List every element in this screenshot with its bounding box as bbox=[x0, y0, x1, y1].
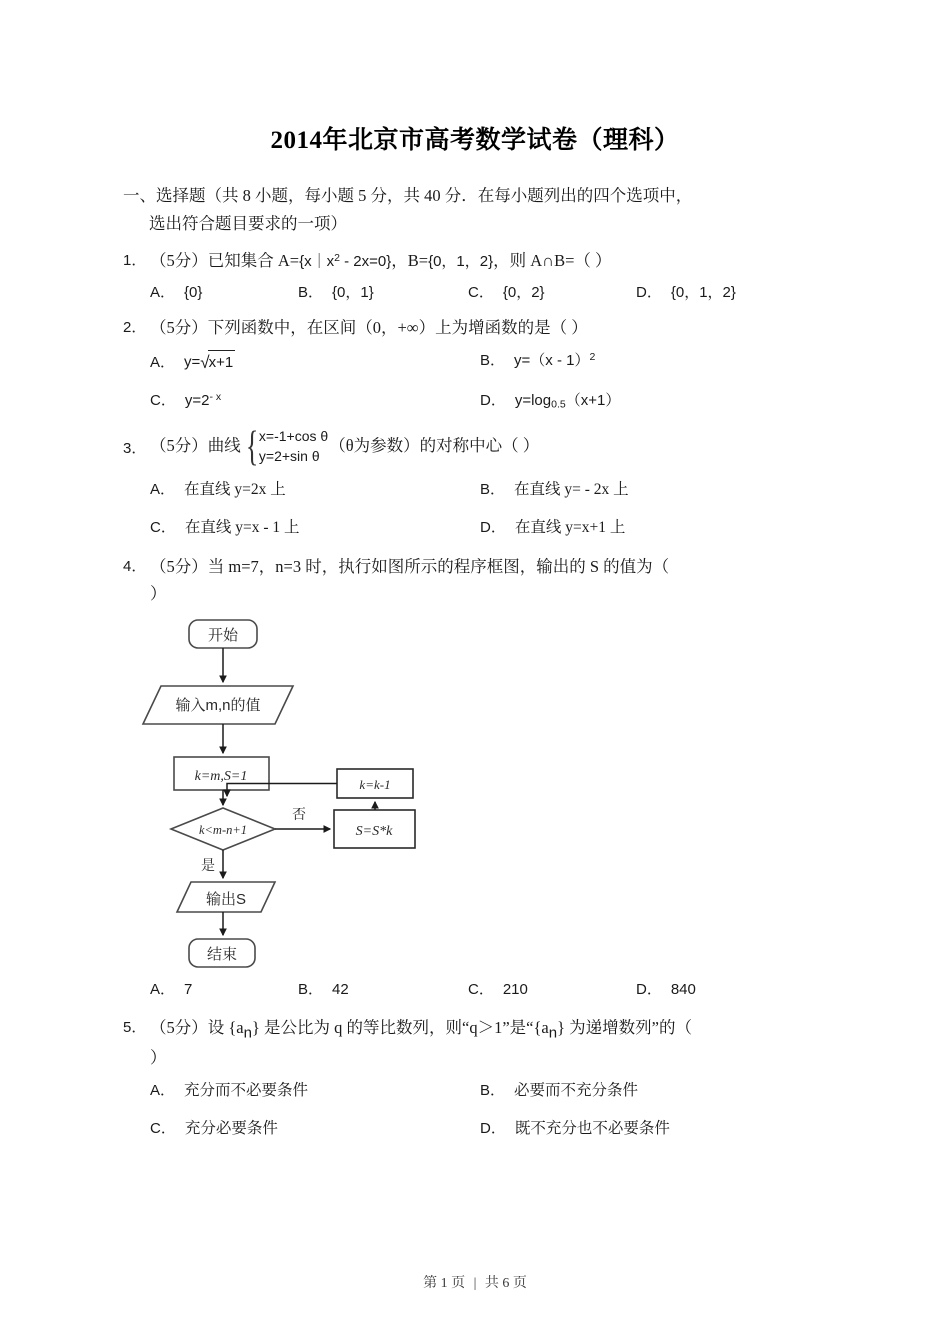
page-title: 2014年北京市高考数学试卷（理科） bbox=[270, 127, 680, 154]
question-5-option-b[interactable] bbox=[480, 1079, 830, 1104]
footer-total-pages: 共 6 页 bbox=[484, 1276, 527, 1291]
question-1-options bbox=[123, 281, 830, 306]
option-text-c: 210 bbox=[502, 980, 528, 998]
question-3-option-a[interactable] bbox=[150, 478, 480, 503]
question-3-option-c[interactable] bbox=[150, 516, 480, 541]
option-label-c: C． bbox=[150, 392, 176, 410]
option-label-b: B． bbox=[480, 1081, 506, 1099]
option-label-d: D． bbox=[636, 284, 662, 302]
option-text-b: {0，1} bbox=[332, 284, 374, 302]
question-1 bbox=[123, 248, 830, 275]
option-text-a: {0} bbox=[184, 284, 203, 302]
question-1-option-c[interactable] bbox=[468, 281, 636, 306]
question-5-options bbox=[123, 1079, 830, 1142]
system-rows bbox=[259, 427, 328, 467]
question-3-number: 3． bbox=[123, 439, 147, 457]
question-3-option-d[interactable] bbox=[480, 516, 830, 541]
question-2-score: （5分） bbox=[150, 318, 208, 338]
option-text-a: 7 bbox=[184, 980, 193, 998]
question-2-option-d[interactable] bbox=[480, 389, 830, 414]
flow-label-input: 输入m,n的值 bbox=[175, 696, 261, 714]
option-label-a: A． bbox=[150, 480, 176, 498]
question-4-stem-cont: ） bbox=[150, 584, 167, 604]
footer-current-page: 第 1 页 bbox=[423, 1276, 466, 1291]
option-text-a: 在直线 y=2x 上 bbox=[184, 480, 286, 498]
option-label-d: D． bbox=[480, 392, 506, 410]
option-text-c: {0，2} bbox=[502, 284, 545, 302]
option-label-a: A． bbox=[150, 1081, 176, 1099]
question-5-option-c[interactable] bbox=[150, 1117, 480, 1142]
option-label-b: B． bbox=[298, 284, 324, 302]
question-5-stem-pre: 设 {a bbox=[207, 1017, 244, 1037]
question-2-options bbox=[123, 349, 830, 414]
option-label-d: D． bbox=[480, 1119, 506, 1137]
option-text-a: 充分而不必要条件 bbox=[184, 1081, 309, 1099]
option-label-b: B． bbox=[480, 351, 506, 369]
page-footer bbox=[0, 1272, 950, 1292]
question-1-score: （5分） bbox=[150, 250, 208, 270]
option-text-d: $y=\log_{0.5}(x+1)$ bbox=[514, 392, 621, 411]
question-1-option-d[interactable] bbox=[636, 281, 830, 306]
option-label-a: A． bbox=[150, 284, 176, 302]
program-flowchart bbox=[123, 614, 833, 976]
question-1-option-b[interactable] bbox=[298, 281, 468, 306]
flowchart-svg bbox=[123, 614, 833, 976]
question-5-option-a[interactable] bbox=[150, 1079, 480, 1104]
option-label-c: C． bbox=[468, 980, 494, 998]
option-text-a: y=√x+1 bbox=[184, 349, 235, 376]
question-5-score: （5分） bbox=[150, 1017, 208, 1037]
footer-separator: | bbox=[473, 1276, 477, 1291]
option-text-d: 既不充分也不必要条件 bbox=[514, 1119, 670, 1137]
question-4-stem-text: 当 m=7，n=3 时，执行如图所示的程序框图，输出的 S 的值为（ bbox=[207, 557, 670, 577]
question-3-stem bbox=[150, 423, 830, 470]
question-3-options bbox=[123, 478, 830, 541]
system-row-x: x=-1+cos θ bbox=[258, 427, 329, 444]
section-heading-line2: 选出符合题目要求的一项） bbox=[149, 214, 347, 234]
question-4 bbox=[123, 554, 830, 607]
question-5-number: 5． bbox=[123, 1018, 147, 1036]
option-text-b: 42 bbox=[332, 980, 349, 998]
question-3-score: （5分） bbox=[150, 436, 208, 456]
section-heading bbox=[123, 182, 830, 239]
question-4-score: （5分） bbox=[150, 557, 208, 577]
option-text-c: 在直线 y=x - 1 上 bbox=[184, 518, 300, 536]
flow-label-end: 结束 bbox=[206, 945, 238, 963]
question-1-stem-pre: 已知集合 A= bbox=[207, 250, 300, 270]
document-body bbox=[120, 156, 830, 1141]
flow-label-start: 开始 bbox=[207, 626, 239, 644]
question-3-stem-post: （θ为参数）的对称中心（ ） bbox=[329, 436, 540, 456]
flow-label-multiply: S=S*k bbox=[355, 823, 393, 839]
flow-label-decision: k<m-n+1 bbox=[198, 822, 248, 837]
question-1-stem-post: ，则 A∩B=（ ） bbox=[493, 250, 612, 270]
option-text-b: 在直线 y= - 2x 上 bbox=[514, 480, 629, 498]
question-2-option-c[interactable] bbox=[150, 389, 480, 414]
question-5-stem bbox=[150, 1015, 830, 1072]
question-5-stem-end: } 为递增数列”的（ bbox=[557, 1017, 692, 1037]
question-5-stem-cont: ） bbox=[150, 1048, 167, 1068]
system-row-y: y=2+sin θ bbox=[258, 447, 320, 464]
option-label-a: A． bbox=[150, 353, 176, 371]
flow-label-init: k=m,S=1 bbox=[194, 768, 248, 784]
question-3 bbox=[123, 423, 830, 470]
question-3-option-b[interactable] bbox=[480, 478, 830, 503]
question-1-option-a[interactable] bbox=[150, 281, 298, 306]
question-2-number: 2． bbox=[123, 319, 147, 337]
option-label-d: D． bbox=[636, 980, 662, 998]
flow-label-yes: 是 bbox=[201, 856, 215, 873]
question-4-option-c[interactable] bbox=[468, 978, 636, 1003]
question-1-stem bbox=[150, 248, 830, 275]
question-4-options bbox=[123, 978, 830, 1003]
question-4-stem bbox=[150, 554, 830, 607]
option-text-c: 充分必要条件 bbox=[184, 1119, 278, 1137]
option-label-c: C． bbox=[150, 518, 176, 536]
question-4-option-a[interactable] bbox=[150, 978, 298, 1003]
option-text-d: 在直线 y=x+1 上 bbox=[514, 518, 626, 536]
option-label-d: D． bbox=[480, 518, 506, 536]
question-1-set-a: $\{x|x^2 - 2x=0\}$ bbox=[299, 251, 392, 270]
question-4-number: 4． bbox=[123, 558, 147, 576]
question-2-option-b[interactable] bbox=[480, 349, 830, 376]
question-2-stem bbox=[150, 315, 830, 342]
option-label-c: C． bbox=[150, 1119, 176, 1137]
option-text-d: 840 bbox=[670, 980, 696, 998]
question-1-stem-mid: ，B= bbox=[391, 250, 429, 270]
question-5 bbox=[123, 1015, 830, 1072]
option-text-d: {0，1，2} bbox=[670, 284, 736, 302]
left-brace: { bbox=[245, 423, 259, 470]
flow-label-decrement: k=k-1 bbox=[359, 776, 391, 792]
radical-sign: √ bbox=[200, 352, 210, 372]
question-5-sub-2: n bbox=[548, 1023, 558, 1041]
question-1-set-b: {0，1，2} bbox=[428, 252, 494, 270]
question-2-stem-text: 下列函数中，在区间（0，+∞）上为增函数的是（ ） bbox=[207, 318, 588, 338]
section-heading-line1: 一、选择题（共 8 小题，每小题 5 分，共 40 分．在每小题列出的四个选项中， bbox=[123, 186, 693, 205]
question-4-option-b[interactable] bbox=[298, 978, 468, 1003]
question-1-number: 1． bbox=[123, 251, 147, 269]
question-5-sub-1: n bbox=[243, 1023, 252, 1041]
question-4-option-d[interactable] bbox=[636, 978, 830, 1003]
parametric-system bbox=[242, 423, 329, 470]
question-2-option-a[interactable] bbox=[150, 349, 480, 376]
flow-label-no: 否 bbox=[292, 805, 306, 822]
option-label-a: A． bbox=[150, 980, 176, 998]
question-3-stem-pre: 曲线 bbox=[207, 436, 241, 456]
option-label-b: B． bbox=[480, 480, 506, 498]
question-5-option-d[interactable] bbox=[480, 1117, 830, 1142]
option-text-b: 必要而不充分条件 bbox=[514, 1081, 639, 1099]
flow-label-output: 输出S bbox=[205, 890, 247, 908]
question-2 bbox=[123, 315, 830, 342]
option-text-c: $y=2^{- x}$ bbox=[184, 391, 222, 410]
option-text-b: y=（x - 1）$^2$ bbox=[514, 351, 596, 369]
option-label-b: B． bbox=[298, 980, 324, 998]
question-5-stem-post: } 是公比为 q 的等比数列，则“q＞1”是“{a bbox=[251, 1017, 549, 1037]
option-label-c: C． bbox=[468, 284, 494, 302]
